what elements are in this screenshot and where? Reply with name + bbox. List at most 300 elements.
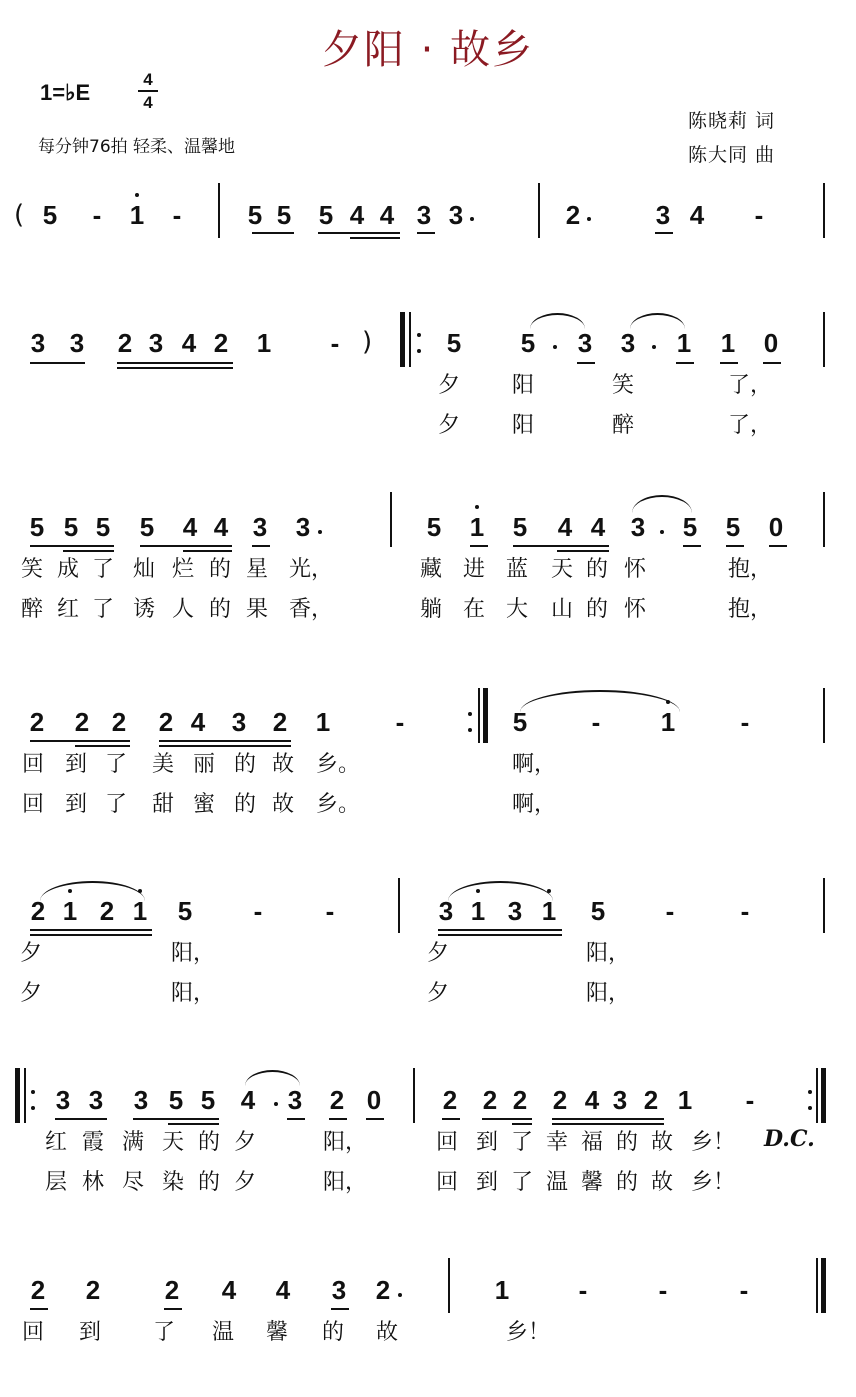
jianpu-note: 0 bbox=[366, 1085, 382, 1115]
jianpu-note: 5 bbox=[177, 896, 193, 926]
beam bbox=[331, 1308, 349, 1310]
beam bbox=[75, 745, 130, 747]
lyric-char: 阳， bbox=[586, 941, 631, 966]
jianpu-note: 5 bbox=[512, 512, 528, 542]
jianpu-note: 4 bbox=[181, 328, 197, 358]
beam bbox=[252, 545, 270, 547]
open-paren: ( bbox=[14, 200, 25, 230]
lyric-char: 馨 bbox=[266, 1320, 289, 1345]
jianpu-note: 3 bbox=[448, 200, 464, 230]
jianpu-note: 5 bbox=[426, 512, 442, 542]
beam bbox=[329, 1118, 347, 1120]
final-bar bbox=[821, 1258, 826, 1313]
lyric-char: 啊， bbox=[512, 752, 557, 777]
tie bbox=[40, 881, 145, 901]
lyric-char: 幸 bbox=[546, 1130, 569, 1155]
jianpu-note: 3 bbox=[30, 328, 46, 358]
lyric-char: 香， bbox=[289, 597, 334, 622]
jianpu-note: 2 bbox=[164, 1275, 180, 1305]
lyric-char: 的 bbox=[234, 792, 257, 817]
aug-dot bbox=[652, 345, 656, 349]
lyric-char: 夕 bbox=[427, 941, 450, 966]
jianpu-note: 3 bbox=[55, 1085, 71, 1115]
repeat-dot bbox=[808, 1106, 812, 1110]
repeat-dot bbox=[31, 1106, 35, 1110]
repeat-dot bbox=[808, 1090, 812, 1094]
lyricist-credit: 陈晓莉 词 bbox=[688, 110, 776, 132]
lyric-char: 夕 bbox=[234, 1130, 257, 1155]
lyric-char: 蜜 bbox=[193, 792, 216, 817]
jianpu-note: 2 bbox=[442, 1085, 458, 1115]
octave-dot bbox=[135, 193, 139, 197]
lyric-char: 福 bbox=[581, 1130, 604, 1155]
jianpu-note: 4 bbox=[584, 1085, 600, 1115]
beam bbox=[30, 934, 152, 936]
lyric-char: 人 bbox=[172, 597, 195, 622]
jianpu-note: 3 bbox=[287, 1085, 303, 1115]
jianpu-note: 5 bbox=[168, 1085, 184, 1115]
beam bbox=[30, 362, 85, 364]
jianpu-note: 5 bbox=[590, 896, 606, 926]
beam bbox=[683, 545, 701, 547]
lyric-char: 乡。 bbox=[316, 792, 361, 817]
lyric-char: 林 bbox=[82, 1170, 105, 1195]
jianpu-note: 2 bbox=[565, 200, 581, 230]
jianpu-note: 3 bbox=[148, 328, 164, 358]
beam bbox=[470, 545, 488, 547]
lyric-char: 回 bbox=[22, 1320, 45, 1345]
tie bbox=[632, 495, 692, 513]
dash-note: - bbox=[739, 1275, 749, 1305]
lyric-char: 了 bbox=[511, 1170, 534, 1195]
jianpu-note: 1 bbox=[129, 200, 145, 230]
lyric-char: 到 bbox=[65, 752, 88, 777]
beam bbox=[513, 545, 609, 547]
lyric-char: 温 bbox=[212, 1320, 235, 1345]
dash-note: - bbox=[92, 200, 102, 230]
lyric-char: 了， bbox=[728, 413, 773, 438]
lyric-char: 了， bbox=[728, 373, 773, 398]
lyric-char: 了 bbox=[92, 557, 115, 582]
jianpu-note: 5 bbox=[276, 200, 292, 230]
lyric-char: 果 bbox=[246, 597, 269, 622]
bar-line bbox=[390, 492, 392, 547]
repeat-end bbox=[821, 1068, 826, 1123]
dash-note: - bbox=[754, 200, 764, 230]
tie bbox=[520, 690, 680, 712]
beam bbox=[350, 237, 400, 239]
lyric-char: 醉 bbox=[21, 597, 44, 622]
aug-dot bbox=[553, 345, 557, 349]
dash-note: - bbox=[330, 328, 340, 358]
lyric-char: 夕 bbox=[438, 373, 461, 398]
lyric-char: 了 bbox=[511, 1130, 534, 1155]
dash-note: - bbox=[745, 1085, 755, 1115]
tie bbox=[245, 1070, 300, 1086]
beam bbox=[168, 1123, 219, 1125]
bar-line bbox=[448, 1258, 450, 1313]
lyric-char: 满 bbox=[122, 1130, 145, 1155]
time-signature bbox=[138, 70, 158, 112]
repeat-end bbox=[483, 688, 488, 743]
lyric-char: 的 bbox=[616, 1130, 639, 1155]
lyric-char: 诱 bbox=[133, 597, 156, 622]
jianpu-note: 5 bbox=[247, 200, 263, 230]
lyric-char: 藏 bbox=[420, 557, 443, 582]
lyric-char: 红 bbox=[57, 597, 80, 622]
dash-note: - bbox=[740, 896, 750, 926]
lyric-char: 的 bbox=[586, 597, 609, 622]
lyric-char: 的 bbox=[322, 1320, 345, 1345]
tie bbox=[530, 313, 585, 329]
lyric-char: 夕 bbox=[20, 941, 43, 966]
beam bbox=[763, 362, 781, 364]
dash-note: - bbox=[253, 896, 263, 926]
jianpu-note: 4 bbox=[190, 707, 206, 737]
jianpu-note: 3 bbox=[231, 707, 247, 737]
lyric-char: 笑 bbox=[612, 373, 635, 398]
jianpu-note: 2 bbox=[74, 707, 90, 737]
beam bbox=[140, 545, 232, 547]
lyric-char: 阳， bbox=[323, 1170, 368, 1195]
jianpu-note: 1 bbox=[660, 707, 676, 737]
lyric-char: 的 bbox=[586, 557, 609, 582]
bar-line bbox=[823, 312, 825, 367]
bar-line bbox=[398, 878, 400, 933]
lyric-char: 丽 bbox=[193, 752, 216, 777]
jianpu-note: 4 bbox=[182, 512, 198, 542]
repeat-dot bbox=[468, 712, 472, 716]
jianpu-note: 4 bbox=[275, 1275, 291, 1305]
lyric-char: 抱， bbox=[728, 597, 773, 622]
lyric-char: 夕 bbox=[427, 981, 450, 1006]
lyric-char: 的 bbox=[198, 1170, 221, 1195]
lyric-char: 夕 bbox=[20, 981, 43, 1006]
dash-note: - bbox=[578, 1275, 588, 1305]
lyric-char: 故 bbox=[272, 792, 295, 817]
lyric-char: 天 bbox=[551, 557, 574, 582]
repeat-start bbox=[15, 1068, 20, 1123]
composer-credit: 陈大同 曲 bbox=[688, 144, 776, 166]
beam bbox=[133, 1118, 219, 1120]
beam bbox=[30, 1308, 48, 1310]
tie bbox=[630, 313, 685, 329]
jianpu-note: 1 bbox=[720, 328, 736, 358]
aug-dot bbox=[587, 217, 591, 221]
lyric-char: 阳 bbox=[512, 413, 535, 438]
jianpu-note: 5 bbox=[139, 512, 155, 542]
lyric-char: 乡！ bbox=[506, 1320, 551, 1345]
beam bbox=[552, 1123, 664, 1125]
jianpu-note: 3 bbox=[88, 1085, 104, 1115]
lyric-char: 霞 bbox=[82, 1130, 105, 1155]
jianpu-note: 3 bbox=[252, 512, 268, 542]
jianpu-note: 5 bbox=[29, 512, 45, 542]
repeat-start bbox=[400, 312, 405, 367]
jianpu-note: 0 bbox=[768, 512, 784, 542]
jianpu-note: 1 bbox=[469, 512, 485, 542]
aug-dot bbox=[470, 217, 474, 221]
repeat-start bbox=[409, 312, 411, 367]
bar-line bbox=[823, 183, 825, 238]
close-paren: ) bbox=[362, 327, 373, 357]
jianpu-note: 4 bbox=[213, 512, 229, 542]
jianpu-note: 5 bbox=[42, 200, 58, 230]
lyric-char: 笑 bbox=[21, 557, 44, 582]
lyric-char: 红 bbox=[45, 1130, 68, 1155]
jianpu-note: 3 bbox=[438, 896, 454, 926]
jianpu-note: 3 bbox=[612, 1085, 628, 1115]
lyric-char: 怀 bbox=[624, 597, 647, 622]
meter-top: 4 bbox=[143, 70, 153, 89]
lyric-char: 醉 bbox=[612, 413, 635, 438]
dc-mark: D.C. bbox=[764, 1126, 815, 1152]
tie bbox=[448, 881, 553, 901]
lyric-char: 怀 bbox=[624, 557, 647, 582]
lyric-char: 的 bbox=[616, 1170, 639, 1195]
aug-dot bbox=[318, 530, 322, 534]
beam bbox=[30, 740, 130, 742]
lyric-char: 的 bbox=[234, 752, 257, 777]
lyric-char: 故 bbox=[651, 1170, 674, 1195]
beam bbox=[577, 362, 595, 364]
dash-note: - bbox=[740, 707, 750, 737]
dash-note: - bbox=[591, 707, 601, 737]
lyric-char: 甜 bbox=[152, 792, 175, 817]
lyric-char: 乡。 bbox=[316, 752, 361, 777]
lyric-char: 阳， bbox=[171, 941, 216, 966]
jianpu-note: 4 bbox=[221, 1275, 237, 1305]
lyric-char: 了 bbox=[105, 752, 128, 777]
dash-note: - bbox=[325, 896, 335, 926]
lyric-char: 故 bbox=[376, 1320, 399, 1345]
lyric-char: 了 bbox=[92, 597, 115, 622]
lyric-char: 夕 bbox=[438, 413, 461, 438]
lyric-char: 的 bbox=[209, 557, 232, 582]
lyric-char: 灿 bbox=[133, 557, 156, 582]
lyric-char: 尽 bbox=[122, 1170, 145, 1195]
lyric-char: 回 bbox=[436, 1130, 459, 1155]
lyric-char: 层 bbox=[45, 1170, 68, 1195]
beam bbox=[55, 1118, 107, 1120]
lyric-char: 到 bbox=[79, 1320, 102, 1345]
jianpu-note: 2 bbox=[329, 1085, 345, 1115]
bar-line bbox=[823, 492, 825, 547]
final-bar bbox=[816, 1258, 818, 1313]
beam bbox=[30, 545, 114, 547]
bar-line bbox=[413, 1068, 415, 1123]
beam bbox=[482, 1118, 532, 1120]
jianpu-note: 2 bbox=[85, 1275, 101, 1305]
beam bbox=[159, 745, 291, 747]
repeat-dot bbox=[417, 333, 421, 337]
beam bbox=[164, 1308, 182, 1310]
tempo-marking: 每分钟76拍 轻柔、温馨地 bbox=[38, 137, 236, 157]
lyric-char: 抱， bbox=[728, 557, 773, 582]
jianpu-note: 2 bbox=[30, 896, 46, 926]
jianpu-note: 3 bbox=[331, 1275, 347, 1305]
beam bbox=[287, 1118, 305, 1120]
aug-dot bbox=[398, 1293, 402, 1297]
beam bbox=[318, 232, 400, 234]
beam bbox=[117, 362, 233, 364]
beam bbox=[183, 550, 232, 552]
jianpu-note: 4 bbox=[557, 512, 573, 542]
lyric-char: 阳， bbox=[323, 1130, 368, 1155]
lyric-char: 乡！ bbox=[691, 1170, 736, 1195]
key-signature: 1=♭E bbox=[40, 80, 91, 105]
jianpu-note: 2 bbox=[643, 1085, 659, 1115]
lyric-char: 了 bbox=[153, 1320, 176, 1345]
beam bbox=[676, 362, 694, 364]
jianpu-note: 1 bbox=[494, 1275, 510, 1305]
repeat-end bbox=[478, 688, 480, 743]
jianpu-note: 2 bbox=[272, 707, 288, 737]
beam bbox=[117, 367, 233, 369]
lyric-char: 美 bbox=[152, 752, 175, 777]
jianpu-note: 4 bbox=[379, 200, 395, 230]
jianpu-note: 1 bbox=[677, 1085, 693, 1115]
lyric-char: 到 bbox=[476, 1130, 499, 1155]
jianpu-note: 2 bbox=[29, 707, 45, 737]
jianpu-note: 4 bbox=[240, 1085, 256, 1115]
lyric-char: 乡！ bbox=[691, 1130, 736, 1155]
beam bbox=[30, 929, 152, 931]
jianpu-note: 3 bbox=[295, 512, 311, 542]
beam bbox=[438, 929, 562, 931]
jianpu-note: 4 bbox=[689, 200, 705, 230]
dash-note: - bbox=[172, 200, 182, 230]
jianpu-note: 2 bbox=[111, 707, 127, 737]
meter-bottom: 4 bbox=[143, 93, 153, 112]
lyric-char: 温 bbox=[546, 1170, 569, 1195]
beam bbox=[720, 362, 738, 364]
repeat-end bbox=[816, 1068, 818, 1123]
jianpu-note: 5 bbox=[200, 1085, 216, 1115]
jianpu-note: 5 bbox=[682, 512, 698, 542]
jianpu-note: 1 bbox=[470, 896, 486, 926]
beam bbox=[63, 550, 114, 552]
lyric-char: 阳， bbox=[171, 981, 216, 1006]
lyric-char: 回 bbox=[22, 792, 45, 817]
lyric-char: 的 bbox=[209, 597, 232, 622]
lyric-char: 染 bbox=[162, 1170, 185, 1195]
jianpu-note: 2 bbox=[158, 707, 174, 737]
jianpu-note: 2 bbox=[30, 1275, 46, 1305]
beam bbox=[655, 232, 673, 234]
lyric-char: 夕 bbox=[234, 1170, 257, 1195]
jianpu-note: 1 bbox=[541, 896, 557, 926]
dash-note: - bbox=[395, 707, 405, 737]
jianpu-note: 3 bbox=[69, 328, 85, 358]
jianpu-note: 3 bbox=[630, 512, 646, 542]
beam bbox=[438, 934, 562, 936]
jianpu-note: 3 bbox=[507, 896, 523, 926]
jianpu-note: 1 bbox=[62, 896, 78, 926]
bar-line bbox=[823, 878, 825, 933]
bar-line bbox=[218, 183, 220, 238]
jianpu-note: 5 bbox=[520, 328, 536, 358]
lyric-char: 到 bbox=[65, 792, 88, 817]
jianpu-note: 3 bbox=[655, 200, 671, 230]
jianpu-note: 3 bbox=[577, 328, 593, 358]
jianpu-note: 5 bbox=[95, 512, 111, 542]
bar-line bbox=[538, 183, 540, 238]
lyric-char: 蓝 bbox=[506, 557, 529, 582]
song-title: 夕阳 · 故乡 bbox=[321, 27, 535, 73]
jianpu-note: 5 bbox=[725, 512, 741, 542]
lyric-char: 回 bbox=[22, 752, 45, 777]
lyric-char: 馨 bbox=[581, 1170, 604, 1195]
jianpu-note: 1 bbox=[132, 896, 148, 926]
jianpu-note: 1 bbox=[256, 328, 272, 358]
bar-line bbox=[823, 688, 825, 743]
lyric-char: 烂 bbox=[172, 557, 195, 582]
beam bbox=[557, 550, 609, 552]
lyric-char: 了 bbox=[105, 792, 128, 817]
repeat-start bbox=[24, 1068, 26, 1123]
beam bbox=[552, 1118, 664, 1120]
jianpu-note: 4 bbox=[349, 200, 365, 230]
jianpu-note: 2 bbox=[213, 328, 229, 358]
lyric-char: 成 bbox=[57, 557, 80, 582]
jianpu-note: 1 bbox=[315, 707, 331, 737]
jianpu-note: 3 bbox=[620, 328, 636, 358]
lyric-char: 天 bbox=[162, 1130, 185, 1155]
beam bbox=[159, 740, 291, 742]
beam bbox=[512, 1123, 532, 1125]
lyric-char: 啊， bbox=[512, 792, 557, 817]
lyric-char: 大 bbox=[506, 597, 529, 622]
jianpu-note: 4 bbox=[590, 512, 606, 542]
aug-dot bbox=[274, 1102, 278, 1106]
jianpu-note: 0 bbox=[763, 328, 779, 358]
lyric-char: 阳 bbox=[512, 373, 535, 398]
octave-dot bbox=[475, 505, 479, 509]
jianpu-note: 5 bbox=[63, 512, 79, 542]
lyric-char: 光， bbox=[289, 557, 334, 582]
beam bbox=[252, 232, 294, 234]
lyric-char: 故 bbox=[651, 1130, 674, 1155]
jianpu-note: 2 bbox=[117, 328, 133, 358]
beam bbox=[366, 1118, 384, 1120]
jianpu-note: 5 bbox=[446, 328, 462, 358]
dash-note: - bbox=[658, 1275, 668, 1305]
beam bbox=[769, 545, 787, 547]
repeat-dot bbox=[417, 349, 421, 353]
jianpu-note: 3 bbox=[133, 1085, 149, 1115]
jianpu-note: 5 bbox=[318, 200, 334, 230]
lyric-char: 在 bbox=[463, 597, 486, 622]
lyric-char: 阳， bbox=[586, 981, 631, 1006]
jianpu-note: 2 bbox=[482, 1085, 498, 1115]
lyric-char: 躺 bbox=[420, 597, 443, 622]
beam bbox=[417, 232, 435, 234]
lyric-char: 星 bbox=[246, 557, 269, 582]
lyric-char: 故 bbox=[272, 752, 295, 777]
lyric-char: 到 bbox=[476, 1170, 499, 1195]
lyric-char: 进 bbox=[463, 557, 486, 582]
dash-note: - bbox=[665, 896, 675, 926]
lyric-char: 回 bbox=[436, 1170, 459, 1195]
jianpu-note: 2 bbox=[375, 1275, 391, 1305]
jianpu-note: 2 bbox=[512, 1085, 528, 1115]
lyric-char: 山 bbox=[551, 597, 574, 622]
beam bbox=[442, 1118, 460, 1120]
repeat-dot bbox=[31, 1090, 35, 1094]
beam bbox=[726, 545, 744, 547]
jianpu-note: 3 bbox=[416, 200, 432, 230]
